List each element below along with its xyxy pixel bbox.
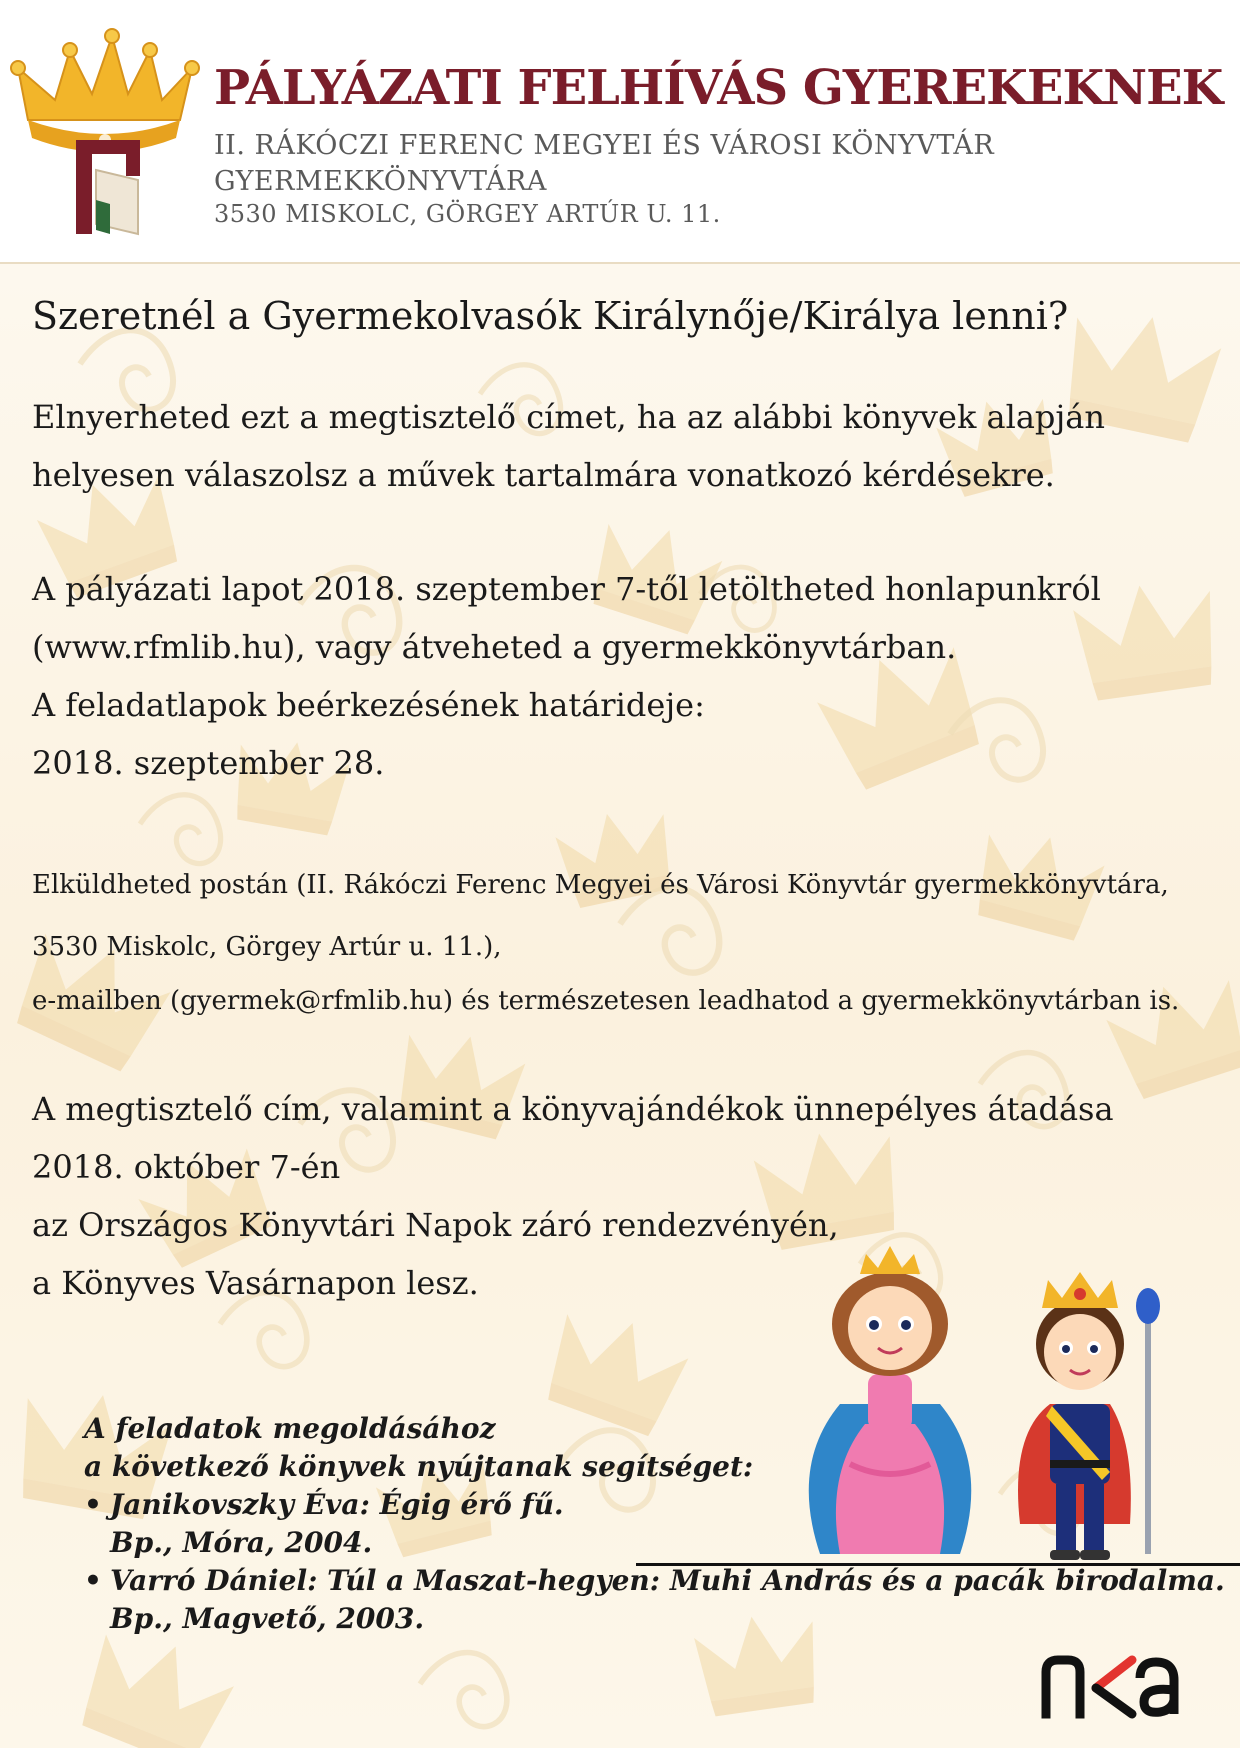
- book-list: [84, 1410, 1225, 1638]
- library-name: II. RÁKÓCZI FERENC MEGYEI ÉS VÁROSI KÖNYVTÁR: [214, 130, 995, 161]
- award-date: 2018. október 7-én: [32, 1148, 341, 1186]
- book-list-heading: a következő könyvek nyújtanak segítséget:: [84, 1450, 754, 1483]
- deadline-date: 2018. szeptember 28.: [32, 744, 385, 782]
- deadline-label: A feladatlapok beérkezésének határideje:: [32, 686, 705, 724]
- headline-question: Szeretnél a Gyermekolvasók Királynője/Királya lenni?: [32, 294, 1069, 338]
- library-department: GYERMEKKÖNYVTÁRA: [214, 166, 547, 197]
- library-address: 3530 MISKOLC, GÖRGEY ARTÚR U. 11.: [214, 200, 721, 228]
- book-publisher: Bp., Móra, 2004.: [110, 1526, 373, 1559]
- book-item: [84, 1562, 1225, 1600]
- book-list-heading: A feladatok megoldásához: [84, 1412, 496, 1445]
- book-title: Janikovszky Éva: Égig érő fű.: [110, 1488, 564, 1521]
- crown-library-logo-icon: [10, 28, 200, 238]
- send-line: e-mailben (gyermek@rfmlib.hu) és természetesen leadhatod a gyermekkönyvtárban is.: [32, 986, 1180, 1016]
- header: [0, 0, 1240, 264]
- book-title: Varró Dániel: Túl a Maszat-hegyen: Muhi András és a pacák birodalma.: [110, 1564, 1225, 1597]
- award-line: az Országos Könyvtári Napok záró rendezvényén,: [32, 1206, 839, 1244]
- award-line: a Könyves Vasárnapon lesz.: [32, 1264, 479, 1302]
- award-line: A megtisztelő cím, valamint a könyvajándékok ünnepélyes átadása: [32, 1090, 1114, 1128]
- download-line: (www.rfmlib.hu), vagy átveheted a gyermekkönyvtárban.: [32, 628, 957, 666]
- nka-logo-icon: [1040, 1650, 1180, 1720]
- book-publisher: Bp., Magvető, 2003.: [110, 1602, 425, 1635]
- page-title: PÁLYÁZATI FELHÍVÁS GYEREKEKNEK: [214, 60, 1223, 116]
- book-item: [84, 1486, 1225, 1524]
- download-line: A pályázati lapot 2018. szeptember 7-től letöltheted honlapunkról: [32, 570, 1101, 608]
- send-line: 3530 Miskolc, Görgey Artúr u. 11.),: [32, 932, 502, 962]
- content-area: [0, 264, 1240, 1748]
- intro-line: helyesen válaszolsz a művek tartalmára vonatkozó kérdésekre.: [32, 456, 1055, 494]
- intro-line: Elnyerheted ezt a megtisztelő címet, ha az alábbi könyvek alapján: [32, 398, 1105, 436]
- send-line: Elküldheted postán (II. Rákóczi Ferenc Megyei és Városi Könyvtár gyermekkönyvtára,: [32, 870, 1169, 900]
